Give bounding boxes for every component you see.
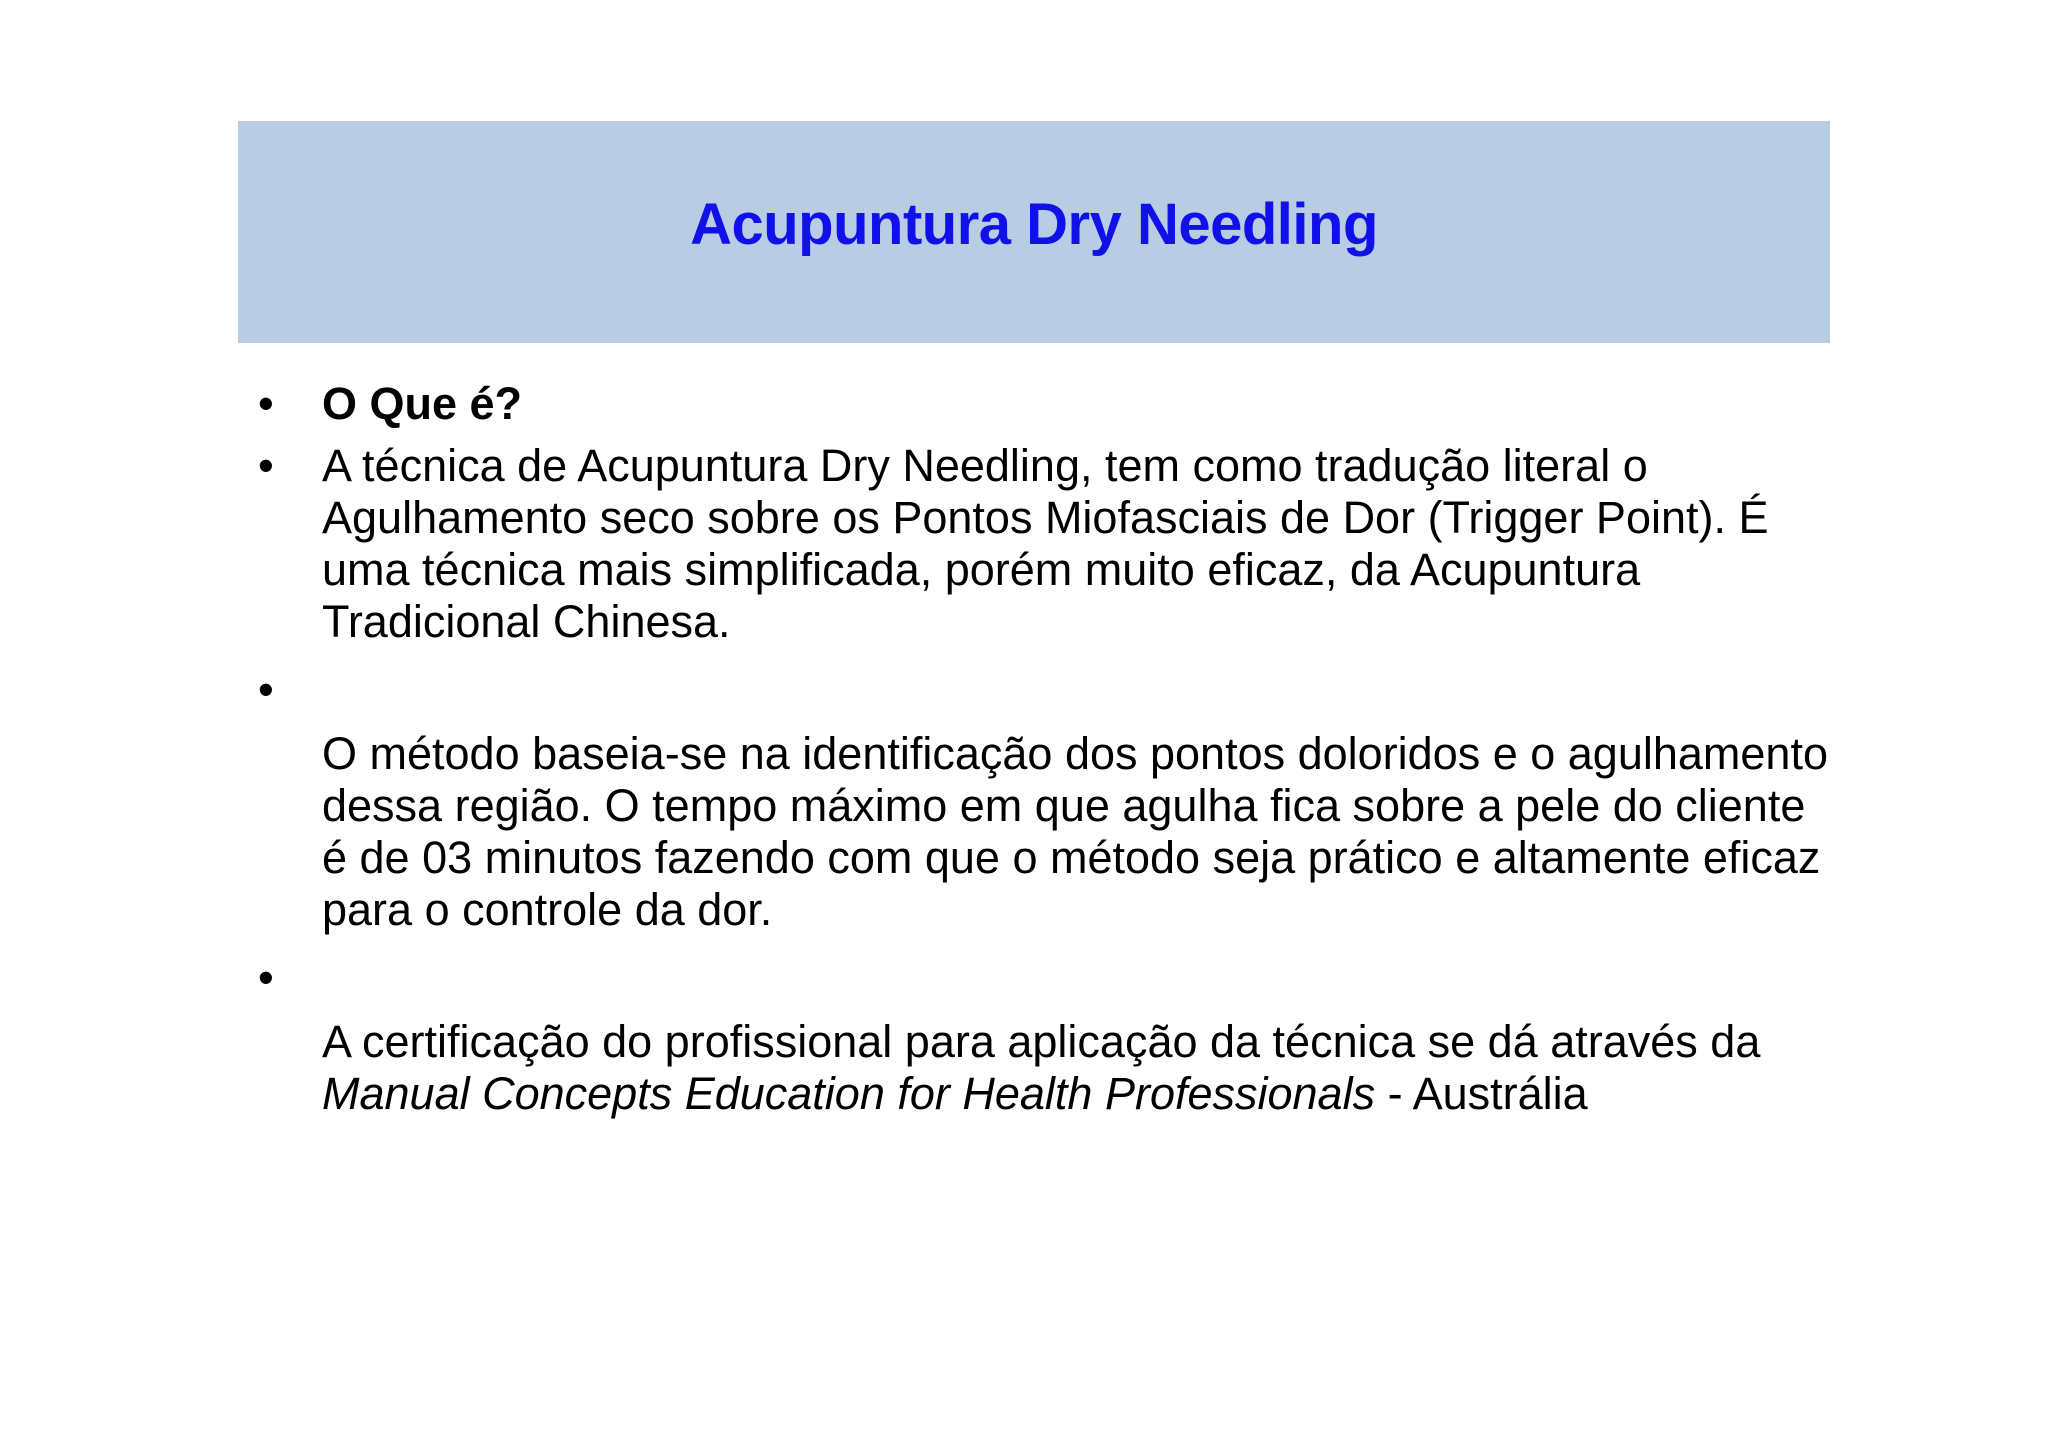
slide-title: Acupuntura Dry Needling <box>690 191 1378 257</box>
certification-suffix: - Austrália <box>1375 1068 1588 1119</box>
bullet-item-definition <box>258 440 1838 648</box>
bullet-text-certification <box>322 1016 1838 1120</box>
title-band <box>238 121 1830 343</box>
bullet-icon: • <box>258 440 274 491</box>
bullet-item-what-is-it <box>258 378 1838 430</box>
bullet-text-heading: O Que é? <box>322 378 523 429</box>
bullet-icon: • <box>258 378 274 429</box>
bullet-empty-line <box>322 664 1838 728</box>
bullet-empty-line <box>322 952 1838 1016</box>
certification-prefix: A certificação do profissional para aplicação da técnica se dá através da <box>322 1016 1761 1067</box>
bullet-icon: • <box>258 664 274 715</box>
bullet-item-certification <box>258 952 1838 1120</box>
bullet-icon: • <box>258 952 274 1003</box>
certification-institution: Manual Concepts Education for Health Professionals <box>322 1068 1376 1119</box>
bullet-text-definition: A técnica de Acupuntura Dry Needling, tem como tradução literal o Agulhamento seco sobre os Pontos Miofasciais de Dor (Trigger Point). É uma técnica mais simplificada, porém muito eficaz, da Acupuntura Tradicional Chinesa. <box>322 440 1769 647</box>
bullet-text-method: O método baseia-se na identificação dos pontos doloridos e o agulhamento dessa região. O tempo máximo em que agulha fica sobre a pele do cliente é de 03 minutos fazendo com que o método seja prático e altamente eficaz para o controle da dor. <box>322 728 1828 935</box>
bullet-item-method <box>258 664 1838 936</box>
slide-content <box>258 378 1838 1120</box>
